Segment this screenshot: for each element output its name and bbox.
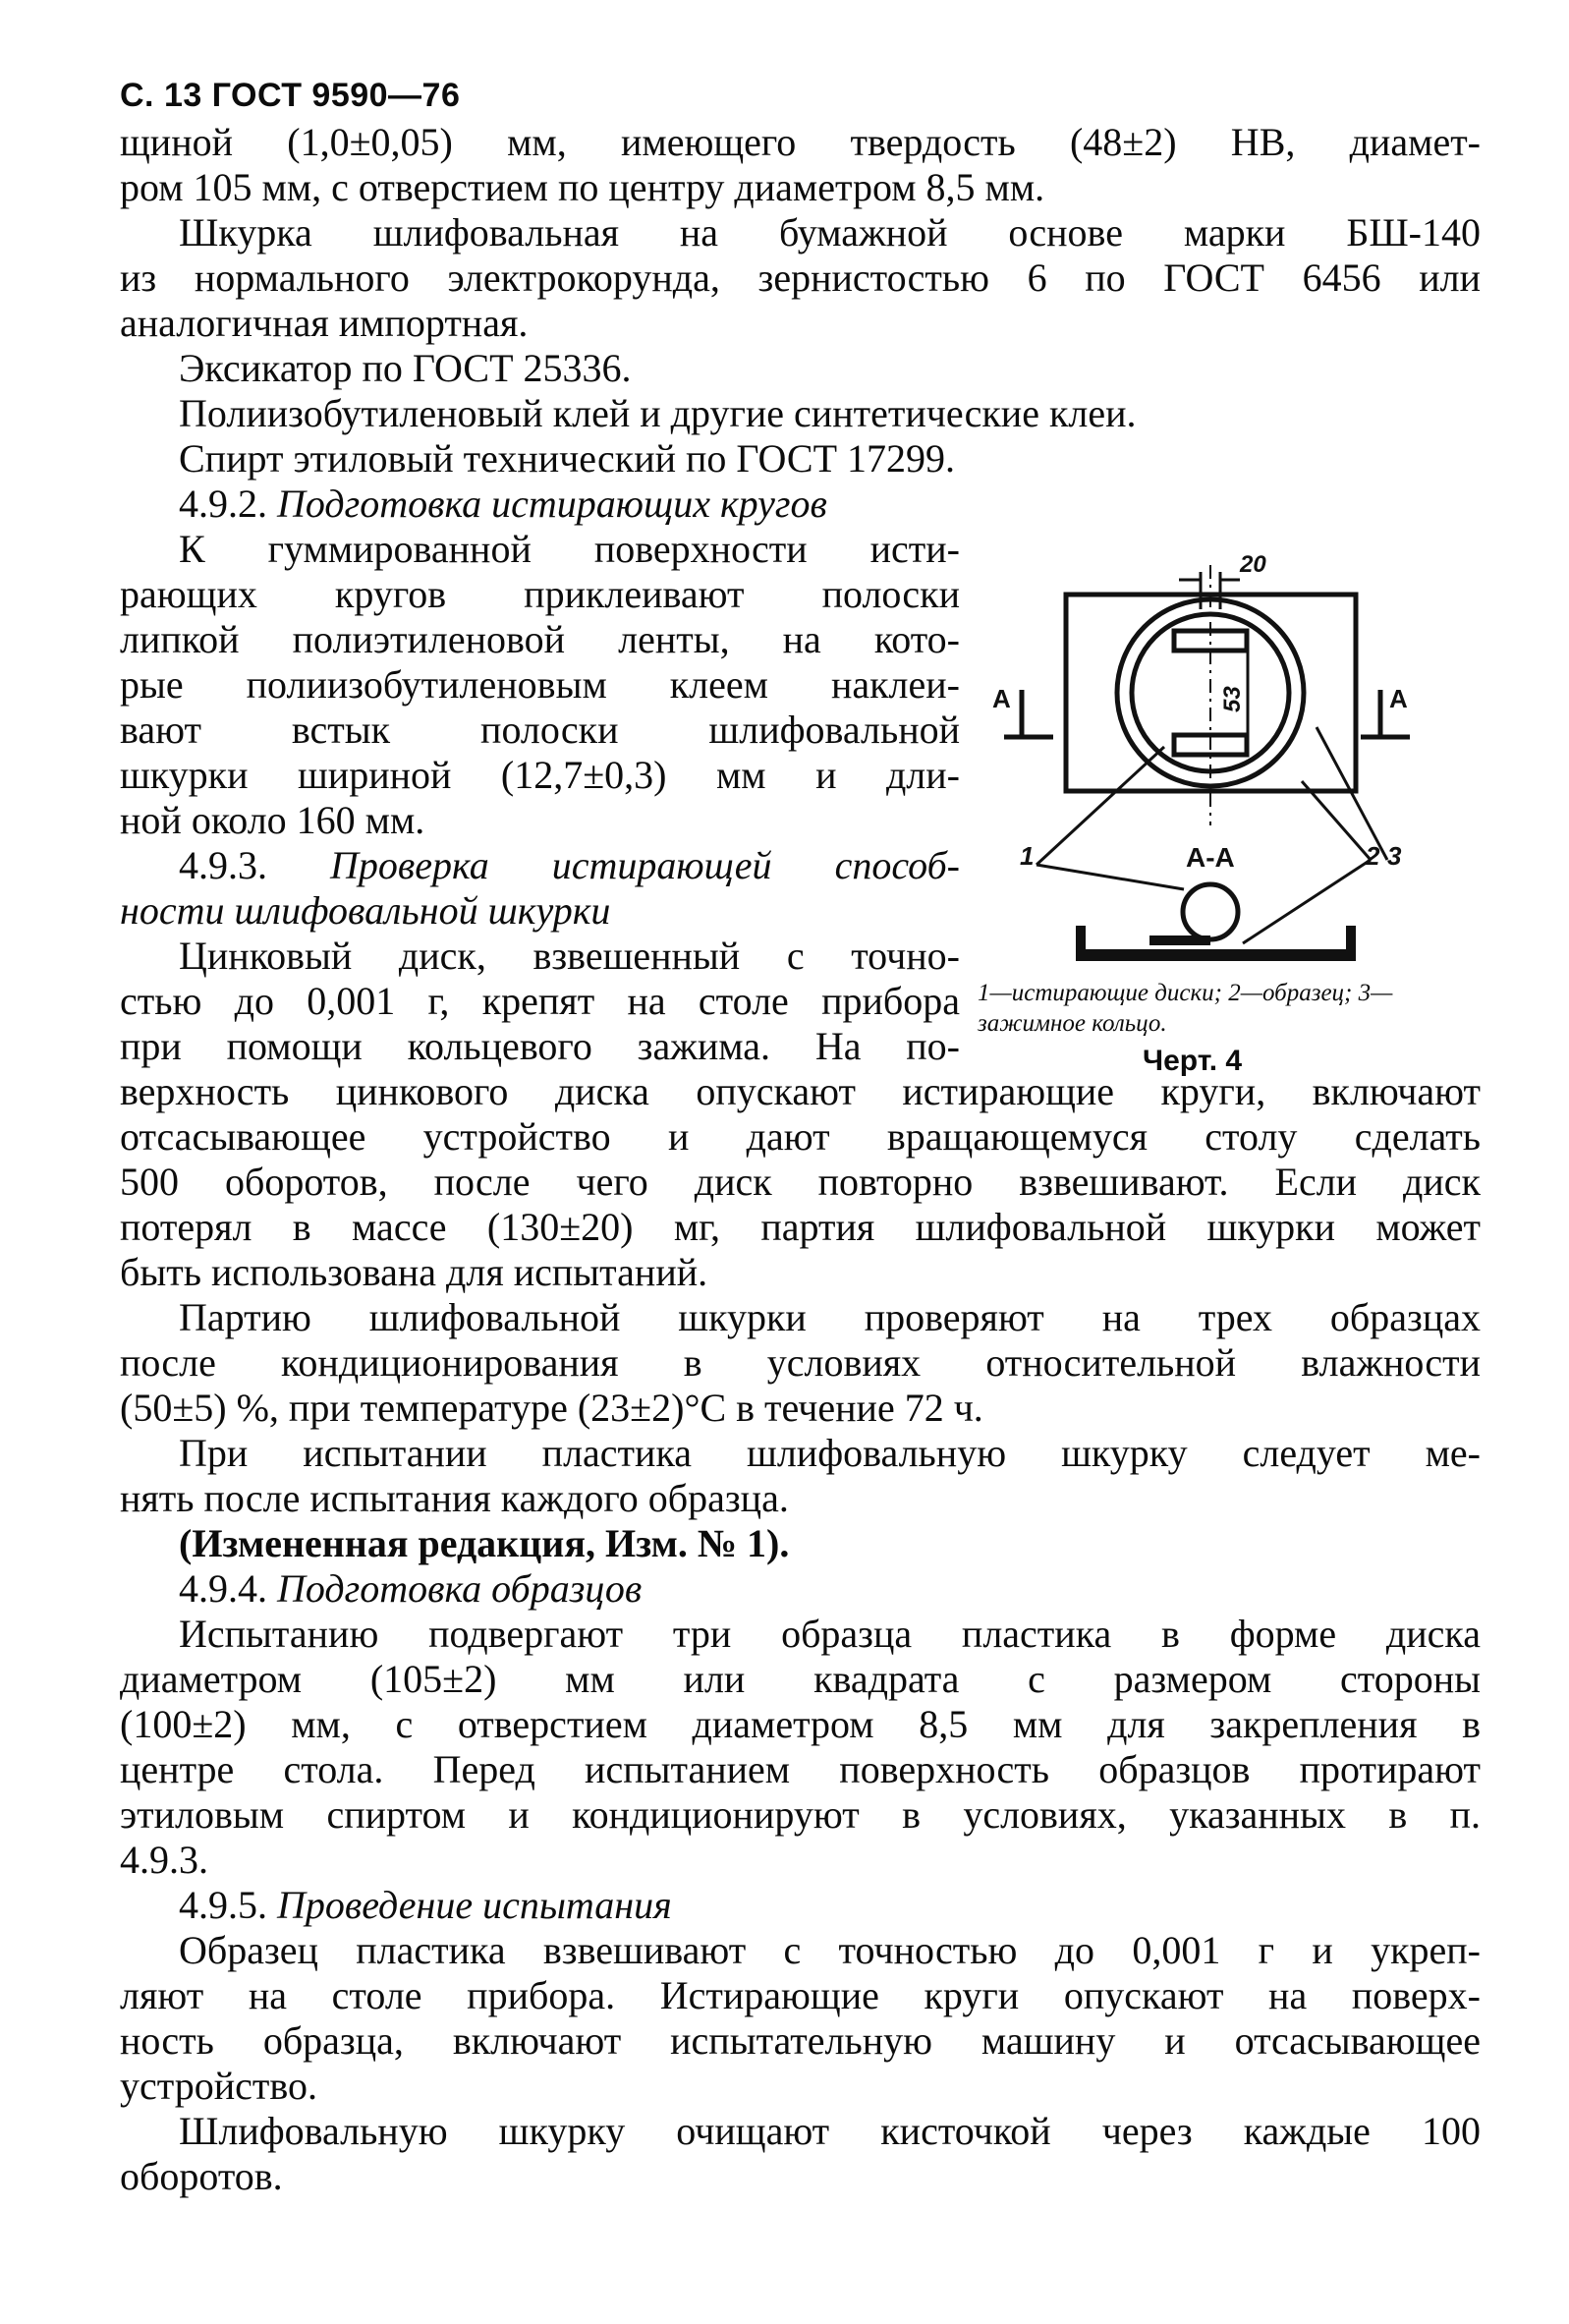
text-line: (100±2) мм, с отверстием диаметром 8,5 мм для закрепления в	[120, 1702, 1481, 1746]
figure-caption: 1—истирающие диски; 2—образец; 3—зажимное кольцо.	[978, 980, 1393, 1037]
text-line: из нормального электрокорунда, зернистостью 6 по ГОСТ 6456 или	[120, 255, 1481, 300]
text-line: Полиизобутиленовый клей и другие синтетические клеи.	[179, 391, 1137, 435]
text-line: К гуммированной поверхности исти-	[179, 527, 960, 571]
figure-title: Черт. 4	[1143, 1045, 1243, 1077]
text-line: Шкурка шлифовальная на бумажной основе марки БШ-140	[179, 210, 1481, 255]
section-mark-left: A	[992, 684, 1011, 713]
text-line: при помощи кольцевого зажима. На по-	[120, 1024, 960, 1068]
text-line: потерял в массе (130±20) мг, партия шлифовальной шкурки может	[120, 1205, 1481, 1249]
marker-1: 1	[1020, 841, 1035, 871]
text-line: ляют на столе прибора. Истирающие круги опускают на поверх-	[120, 1973, 1481, 2017]
text-line: 500 оборотов, после чего диск повторно взвешивают. Если диск	[120, 1160, 1481, 1204]
section-heading-cont: ности шлифовальной шкурки	[120, 888, 611, 933]
text-line: Образец пластика взвешивают с точностью до 0,001 г и укреп-	[179, 1928, 1481, 1972]
text-line: нять после испытания каждого образца.	[120, 1476, 789, 1520]
text-line: ность образца, включают испытательную машину и отсасывающее	[120, 2018, 1481, 2063]
figure-drawing	[982, 550, 1474, 1012]
text-line: липкой полиэтиленовой ленты, на кото-	[120, 617, 960, 661]
marker-2: 2	[1366, 841, 1380, 871]
section-heading: 4.9.5. Проведение испытания	[179, 1883, 672, 1927]
dimension-top: 20	[1240, 551, 1266, 578]
text-line: Цинковый диск, взвешенный с точно-	[179, 934, 960, 978]
section-mark-right: A	[1389, 684, 1408, 713]
section-heading-text: Подготовка истирающих кругов	[277, 482, 827, 526]
text-line: ром 105 мм, с отверстием по центру диаметром 8,5 мм.	[120, 165, 1045, 209]
text-line: диаметром (105±2) мм или квадрата с размером стороны	[120, 1657, 1481, 1701]
text-line: Эксикатор по ГОСТ 25336.	[179, 346, 632, 390]
text-line: Партию шлифовальной шкурки проверяют на трех образцах	[179, 1295, 1481, 1339]
text-line: верхность цинкового диска опускают истирающие круги, включают	[120, 1069, 1481, 1113]
text-line: (50±5) %, при температуре (23±2)°С в течение 72 ч.	[120, 1386, 983, 1430]
text-line: быть использована для испытаний.	[120, 1250, 708, 1294]
text-line: рающих кругов приклеивают полоски	[120, 572, 960, 616]
text-line: этиловым спиртом и кондиционируют в условиях, указанных в п.	[120, 1792, 1481, 1837]
text-line: 4.9.3.	[120, 1838, 208, 1882]
text-line: При испытании пластика шлифовальную шкурку следует ме-	[179, 1431, 1481, 1475]
amendment-note: (Измененная редакция, Изм. № 1).	[179, 1521, 790, 1565]
text-line: оборотов.	[120, 2154, 283, 2198]
text-line: устройство.	[120, 2064, 317, 2108]
section-heading: 4.9.3. Проверка истирающей способ-	[179, 843, 961, 887]
section-heading: 4.9.4. Подготовка образцов	[179, 1566, 643, 1611]
table-section	[1076, 926, 1356, 961]
specimen-section	[1149, 935, 1210, 945]
text-line: щиной (1,0±0,05) мм, имеющего твердость (48±2) НВ, диамет-	[120, 120, 1481, 164]
text-line: отсасывающее устройство и дают вращающемуся столу сделать	[120, 1114, 1481, 1159]
text-line: центре стола. Перед испытанием поверхность образцов протирают	[120, 1747, 1481, 1791]
text-line: ной около 160 мм.	[120, 798, 425, 842]
text-line: Шлифовальную шкурку очищают кисточкой через каждые 100	[179, 2109, 1481, 2153]
marker-3: 3	[1387, 841, 1402, 871]
text-line: Испытанию подвергают три образца пластика в форме диска	[179, 1612, 1481, 1656]
text-line: после кондиционирования в условиях относительной влажности	[120, 1340, 1481, 1385]
text-line: шкурки шириной (12,7±0,3) мм и дли-	[120, 753, 960, 797]
dimension-side: 53	[1219, 686, 1246, 712]
section-disk	[1183, 884, 1238, 939]
text-line: Спирт этиловый технический по ГОСТ 17299.	[179, 436, 956, 481]
text-line: рые полиизобутиленовым клеем наклеи-	[120, 662, 960, 707]
section-heading: 4.9.2. Подготовка истирающих кругов	[179, 482, 827, 526]
page-header: С. 13 ГОСТ 9590—76	[120, 77, 461, 114]
text-line: вают встык полоски шлифовальной	[120, 708, 960, 752]
text-line: аналогичная импортная.	[120, 301, 529, 345]
section-title: A-A	[1186, 842, 1235, 873]
text-line: стью до 0,001 г, крепят на столе прибора	[120, 979, 960, 1023]
